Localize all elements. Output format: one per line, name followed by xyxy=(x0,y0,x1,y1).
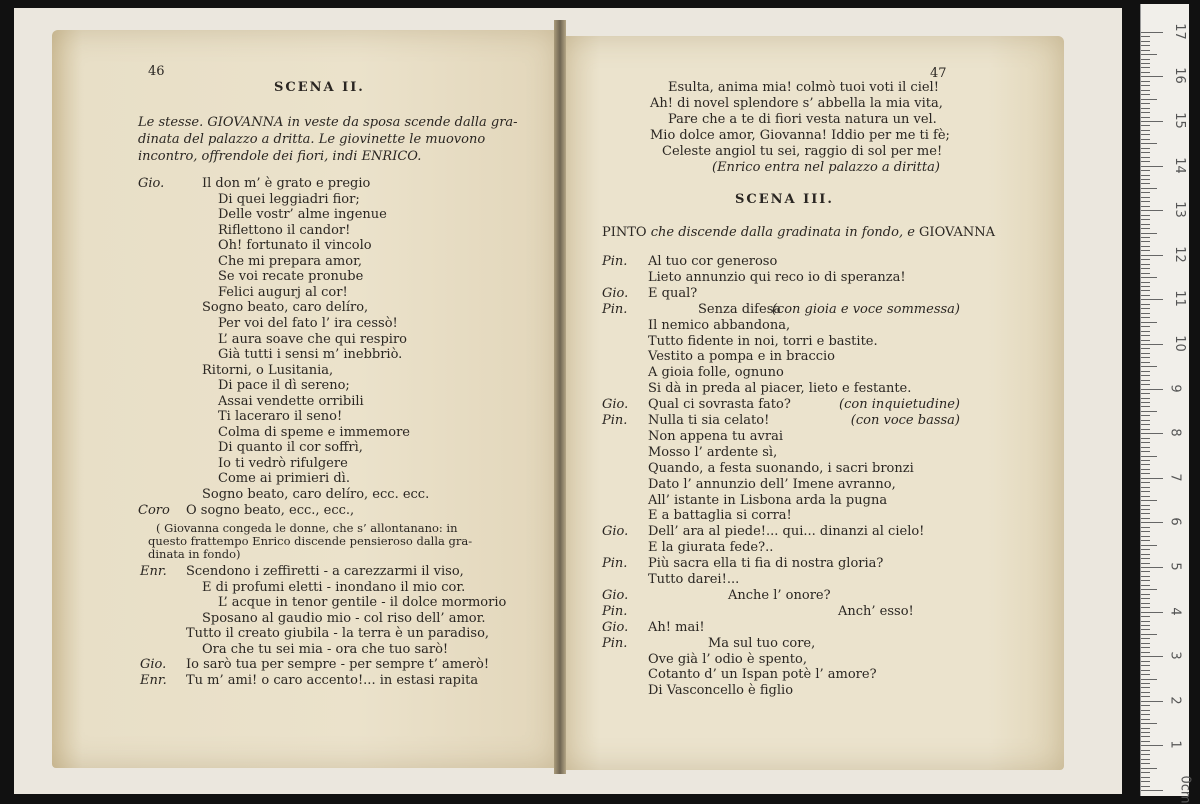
ruler-minor-tick xyxy=(1141,179,1150,180)
stage-direction-part: PINTO xyxy=(602,225,647,240)
ruler-minor-tick xyxy=(1141,629,1150,630)
ruler-minor-tick xyxy=(1141,148,1150,149)
ruler-major-tick xyxy=(1141,478,1163,479)
ruler-minor-tick xyxy=(1141,317,1150,318)
ruler-minor-tick xyxy=(1141,750,1150,751)
ruler-minor-tick xyxy=(1141,545,1157,546)
ruler-minor-tick xyxy=(1141,259,1150,260)
ruler-minor-tick xyxy=(1141,710,1150,711)
ruler-minor-tick xyxy=(1141,594,1150,595)
ruler-major-tick xyxy=(1141,522,1163,523)
ruler-minor-tick xyxy=(1141,366,1157,367)
ruler-number: 8 xyxy=(1167,428,1183,437)
ruler-minor-tick xyxy=(1141,580,1150,581)
verse-line: Mosso l’ ardente sì, xyxy=(648,444,778,460)
ruler-number: 13 xyxy=(1171,201,1187,218)
verse-line: Oh! fortunato il vincolo xyxy=(218,238,372,254)
ruler-minor-tick xyxy=(1141,527,1150,528)
ruler-minor-tick xyxy=(1141,152,1150,153)
verse-line: Tutto darei!... xyxy=(648,572,740,587)
verse-line: Tu m’ ami! o caro accento!... in estasi rapita xyxy=(186,672,479,688)
ruler-number: 10 xyxy=(1171,335,1187,352)
stage-note: (con gioia e voce sommessa) xyxy=(771,301,960,317)
ruler-minor-tick xyxy=(1141,250,1150,251)
ruler-major-tick xyxy=(1141,344,1163,345)
ruler-minor-tick xyxy=(1141,496,1150,497)
ruler-minor-tick xyxy=(1141,679,1157,680)
verse-line: Assai vendette orribili xyxy=(218,393,364,409)
speaker-label: Pin. xyxy=(602,556,628,572)
verse-line: Dato l’ annunzio dell’ Imene avranno, xyxy=(648,476,896,492)
stage-direction-part: che discende dalla gradinata in fondo, e xyxy=(650,225,915,240)
ruler-minor-tick xyxy=(1141,723,1157,724)
ruler-minor-tick xyxy=(1141,616,1150,617)
ruler-minor-tick xyxy=(1141,357,1150,358)
scene-heading: SCENA II. xyxy=(274,80,365,95)
verse-line: Che mi prepara amor, xyxy=(218,253,362,269)
ruler-minor-tick xyxy=(1141,264,1150,265)
speaker-label: Gio. xyxy=(602,285,629,301)
ruler-minor-tick xyxy=(1141,786,1150,787)
ruler-minor-tick xyxy=(1141,625,1150,626)
verse-line: Delle vostr’ alme ingenue xyxy=(218,207,387,223)
ruler-minor-tick xyxy=(1141,638,1150,639)
verse-line: Lieto annunzio qui reco io di speranza! xyxy=(648,269,906,285)
verse-line: Sposano al gaudio mio - col riso dell’ amor. xyxy=(202,610,486,626)
ruler-minor-tick xyxy=(1141,696,1150,697)
ruler-minor-tick xyxy=(1141,571,1150,572)
verse-line: Celeste angiol tu sei, raggio di sol per me! xyxy=(662,144,943,159)
ruler-minor-tick xyxy=(1141,509,1150,510)
ruler-minor-tick xyxy=(1141,340,1150,341)
ruler-minor-tick xyxy=(1141,139,1150,140)
ruler-minor-tick xyxy=(1141,380,1150,381)
stage-direction-line: dinata del palazzo a dritta. Le giovinette le muovono xyxy=(138,132,486,147)
verse-line: E di profumi eletti - inondano il mio cor. xyxy=(202,579,466,595)
ruler-minor-tick xyxy=(1141,487,1150,488)
verse-line: Per voi del fato l’ ira cessò! xyxy=(218,315,398,331)
book-gutter xyxy=(554,20,566,774)
verse-line: Nulla ti sia celato! xyxy=(648,413,770,428)
ruler-minor-tick xyxy=(1141,456,1157,457)
ruler-number: 15 xyxy=(1171,112,1187,129)
verse-line: Ah! di novel splendore s’ abbella la mia vita, xyxy=(650,96,943,111)
exit-stage-note: (Enrico entra nel palazzo a diritta) xyxy=(712,160,940,175)
ruler-number: 9 xyxy=(1167,383,1183,393)
stage-note-line: ( Giovanna congeda le donne, che s’ allontanano: in xyxy=(156,521,458,536)
ruler-major-tick xyxy=(1141,32,1163,33)
verse-line: Tutto fidente in noi, torri e bastite. xyxy=(648,333,878,349)
ruler-minor-tick xyxy=(1141,50,1150,51)
ruler-number: 16 xyxy=(1171,67,1187,85)
verse-line: Ora che tu sei mia - ora che tuo sarò! xyxy=(202,641,449,657)
ruler-minor-tick xyxy=(1141,295,1150,296)
ruler-minor-tick xyxy=(1141,304,1150,305)
verse-line: A gioia folle, ognuno xyxy=(648,365,784,381)
ruler-minor-tick xyxy=(1141,759,1150,760)
ruler-minor-tick xyxy=(1141,500,1157,501)
left-page xyxy=(52,30,558,768)
stage-note-line: questo frattempo Enrico discende pensieroso dalla gra- xyxy=(148,534,473,549)
ruler-minor-tick xyxy=(1141,415,1150,416)
page-number: 46 xyxy=(148,64,165,79)
ruler-minor-tick xyxy=(1141,143,1157,144)
ruler-number: 17 xyxy=(1171,23,1187,40)
ruler-minor-tick xyxy=(1141,768,1157,769)
ruler-minor-tick xyxy=(1141,411,1157,412)
ruler-minor-tick xyxy=(1141,424,1150,425)
ruler-minor-tick xyxy=(1141,112,1150,113)
ruler-major-tick xyxy=(1141,567,1163,568)
ruler-minor-tick xyxy=(1141,652,1150,653)
ruler-minor-tick xyxy=(1141,41,1150,42)
ruler-minor-tick xyxy=(1141,505,1150,506)
stage-note-line: dinata in fondo) xyxy=(148,547,241,562)
speaker-label: Pin. xyxy=(602,635,628,651)
ruler-minor-tick xyxy=(1141,406,1150,407)
right-page xyxy=(560,36,1064,770)
ruler-minor-tick xyxy=(1141,192,1150,193)
verse-line: Dell’ ara al piede!... qui... dinanzi al cielo! xyxy=(648,524,925,540)
verse-line: Sogno beato, caro delíro, xyxy=(202,300,369,316)
verse-line: Non appena tu avrai xyxy=(648,428,783,444)
verse-line: O sogno beato, ecc., ecc., xyxy=(186,502,355,518)
verse-line: Pare che a te di fiori vesta natura un vel. xyxy=(668,112,937,127)
ruler-minor-tick xyxy=(1141,741,1150,742)
ruler-minor-tick xyxy=(1141,233,1157,234)
ruler-minor-tick xyxy=(1141,59,1150,60)
speaker-label: Gio. xyxy=(602,619,629,635)
speaker-label: Enr. xyxy=(140,564,167,580)
ruler-minor-tick xyxy=(1141,607,1150,608)
ruler-minor-tick xyxy=(1141,67,1150,68)
ruler-minor-tick xyxy=(1141,170,1150,171)
ruler-major-tick xyxy=(1141,790,1163,791)
ruler-number: 14 xyxy=(1171,156,1187,174)
ruler-minor-tick xyxy=(1141,665,1150,666)
ruler-minor-tick xyxy=(1141,45,1150,46)
ruler-minor-tick xyxy=(1141,282,1150,283)
ruler-minor-tick xyxy=(1141,536,1150,537)
ruler-minor-tick xyxy=(1141,549,1150,550)
ruler-number: 4 xyxy=(1167,606,1183,616)
ruler-major-tick xyxy=(1141,210,1163,211)
ruler-minor-tick xyxy=(1141,94,1150,95)
ruler-minor-tick xyxy=(1141,736,1150,737)
ruler-minor-tick xyxy=(1141,598,1150,599)
ruler-minor-tick xyxy=(1141,772,1150,773)
ruler-minor-tick xyxy=(1141,603,1150,604)
verse-line: Quando, a festa suonando, i sacri bronzi xyxy=(648,460,914,476)
ruler-number: 7 xyxy=(1167,473,1183,482)
verse-line: Qual ci sovrasta fato? xyxy=(648,397,791,413)
stage-direction-line: incontro, offrendole dei fiori, indi ENRICO. xyxy=(138,149,422,164)
verse-line: L’ acque in tenor gentile - il dolce mormorio xyxy=(218,595,507,611)
ruler-minor-tick xyxy=(1141,286,1150,287)
ruler-minor-tick xyxy=(1141,108,1150,109)
stage-note: (con inquietudine) xyxy=(839,397,960,413)
ruler-number: 3 xyxy=(1167,651,1183,660)
ruler-minor-tick xyxy=(1141,447,1150,448)
ruler-major-tick xyxy=(1141,656,1163,657)
ruler-minor-tick xyxy=(1141,219,1150,220)
ruler-minor-tick xyxy=(1141,728,1150,729)
ruler-major-tick xyxy=(1141,389,1163,390)
ruler-minor-tick xyxy=(1141,558,1150,559)
ruler-minor-tick xyxy=(1141,647,1150,648)
ruler-minor-tick xyxy=(1141,683,1150,684)
verse-line: Riflettono il candor! xyxy=(218,222,351,238)
ruler-minor-tick xyxy=(1141,362,1150,363)
ruler-minor-tick xyxy=(1141,54,1157,55)
ruler-minor-tick xyxy=(1141,460,1150,461)
ruler-minor-tick xyxy=(1141,438,1150,439)
ruler-minor-tick xyxy=(1141,513,1150,514)
verse-line: Più sacra ella ti fia di nostra gloria? xyxy=(648,556,884,572)
ruler-major-tick xyxy=(1141,433,1163,434)
ruler-major-tick xyxy=(1141,255,1163,256)
ruler-minor-tick xyxy=(1141,554,1150,555)
measurement-ruler xyxy=(1140,4,1193,804)
stage-direction-part: GIOVANNA xyxy=(919,225,996,240)
ruler-minor-tick xyxy=(1141,117,1150,118)
verse-line: E la giurata fede?.. xyxy=(648,540,774,556)
ruler-minor-tick xyxy=(1141,308,1150,309)
ruler-major-tick xyxy=(1141,166,1163,167)
speaker-label: Pin. xyxy=(602,301,628,317)
ruler-minor-tick xyxy=(1141,451,1150,452)
ruler-number: 12 xyxy=(1171,246,1187,263)
ruler-minor-tick xyxy=(1141,99,1157,100)
ruler-minor-tick xyxy=(1141,518,1150,519)
ruler-minor-tick xyxy=(1141,183,1150,184)
ruler-minor-tick xyxy=(1141,540,1150,541)
verse-line: Di pace il dì sereno; xyxy=(218,378,350,394)
ruler-number: 2 xyxy=(1167,696,1183,705)
ruler-minor-tick xyxy=(1141,161,1150,162)
verse-line: Ah! mai! xyxy=(648,619,705,635)
speaker-label: Gio. xyxy=(140,657,167,673)
scene-heading: SCENA III. xyxy=(735,192,834,207)
verse-line: Io sarò tua per sempre - per sempre t’ amerò! xyxy=(186,657,490,673)
verse-line: Di quei leggiadri fior; xyxy=(218,191,360,207)
ruler-major-tick xyxy=(1141,76,1163,77)
ruler-minor-tick xyxy=(1141,224,1150,225)
verse-line: Il nemico abbandona, xyxy=(648,317,791,333)
verse-line: Il don m’ è grato e pregio xyxy=(202,176,371,191)
speaker-label: Gio. xyxy=(138,176,165,191)
ruler-minor-tick xyxy=(1141,634,1157,635)
verse-line: Anch’ esso! xyxy=(838,603,914,619)
verse-line: Vestito a pompa e in braccio xyxy=(648,349,836,365)
ruler-minor-tick xyxy=(1141,763,1150,764)
speaker-label: Pin. xyxy=(602,603,628,619)
ruler-minor-tick xyxy=(1141,228,1150,229)
ruler-number: 0cm xyxy=(1177,775,1193,804)
ruler-minor-tick xyxy=(1141,491,1150,492)
ruler-minor-tick xyxy=(1141,531,1150,532)
verse-line: Al tuo cor generoso xyxy=(648,254,778,269)
ruler-minor-tick xyxy=(1141,326,1150,327)
ruler-minor-tick xyxy=(1141,393,1150,394)
verse-line: Colma di speme e immemore xyxy=(218,424,410,440)
ruler-minor-tick xyxy=(1141,429,1150,430)
ruler-minor-tick xyxy=(1141,237,1150,238)
ruler-minor-tick xyxy=(1141,563,1150,564)
verse-line: E a battaglia si corra! xyxy=(648,508,792,524)
verse-line: Ove già l’ odio è spento, xyxy=(648,651,807,667)
ruler-minor-tick xyxy=(1141,714,1150,715)
ruler-minor-tick xyxy=(1141,85,1150,86)
ruler-minor-tick xyxy=(1141,442,1150,443)
ruler-major-tick xyxy=(1141,745,1163,746)
ruler-minor-tick xyxy=(1141,402,1150,403)
verse-line: Esulta, anima mia! colmò tuoi voti il ciel! xyxy=(668,80,939,95)
verse-line: Come ai primieri dì. xyxy=(218,471,350,487)
ruler-minor-tick xyxy=(1141,705,1150,706)
ruler-minor-tick xyxy=(1141,375,1150,376)
ruler-major-tick xyxy=(1141,121,1163,122)
ruler-minor-tick xyxy=(1141,81,1150,82)
verse-line: Scendono i zeffiretti - a carezzarmi il viso, xyxy=(186,564,464,580)
ruler-number: 1 xyxy=(1167,740,1183,750)
ruler-minor-tick xyxy=(1141,175,1150,176)
ruler-minor-tick xyxy=(1141,125,1150,126)
ruler-minor-tick xyxy=(1141,661,1150,662)
ruler-minor-tick xyxy=(1141,215,1150,216)
ruler-minor-tick xyxy=(1141,246,1150,247)
verse-line: E qual? xyxy=(648,285,698,301)
ruler-minor-tick xyxy=(1141,585,1150,586)
ruler-minor-tick xyxy=(1141,398,1150,399)
verse-line: Si dà in preda al piacer, lieto e festante. xyxy=(648,381,912,397)
verse-line: Già tutti i sensi m’ inebbriò. xyxy=(218,347,403,363)
verse-line: Se voi recate pronube xyxy=(218,269,364,285)
verse-line: Senza difesa xyxy=(698,301,782,317)
ruler-minor-tick xyxy=(1141,268,1150,269)
speaker-label: Gio. xyxy=(602,524,629,540)
ruler-minor-tick xyxy=(1141,130,1150,131)
ruler-minor-tick xyxy=(1141,670,1150,671)
ruler-minor-tick xyxy=(1141,188,1157,189)
ruler-minor-tick xyxy=(1141,201,1150,202)
speaker-label: Pin. xyxy=(602,413,628,428)
speaker-label: Pin. xyxy=(602,254,628,269)
stage-note: (con voce bassa) xyxy=(850,413,960,428)
ruler-minor-tick xyxy=(1141,482,1150,483)
verse-line: Ritorni, o Lusitania, xyxy=(202,362,334,378)
ruler-minor-tick xyxy=(1141,719,1150,720)
ruler-number: 5 xyxy=(1167,562,1183,571)
ruler-major-tick xyxy=(1141,299,1163,300)
verse-line: Di Vasconcello è figlio xyxy=(648,683,794,699)
ruler-minor-tick xyxy=(1141,473,1150,474)
verse-line: All’ istante in Lisbona arda la pugna xyxy=(648,492,888,508)
stage-direction-line: Le stesse. GIOVANNA in veste da sposa scende dalla gra- xyxy=(138,115,518,130)
ruler-minor-tick xyxy=(1141,206,1150,207)
ruler-minor-tick xyxy=(1141,277,1157,278)
ruler-minor-tick xyxy=(1141,576,1150,577)
ruler-number: 6 xyxy=(1167,517,1183,527)
ruler-minor-tick xyxy=(1141,469,1150,470)
ruler-minor-tick xyxy=(1141,371,1150,372)
verse-line: Sogno beato, caro delíro, ecc. ecc. xyxy=(202,487,430,502)
ruler-minor-tick xyxy=(1141,754,1150,755)
ruler-minor-tick xyxy=(1141,777,1150,778)
stage-direction xyxy=(602,225,995,240)
speaker-label: Gio. xyxy=(602,397,629,413)
page-number: 47 xyxy=(930,66,947,81)
ruler-minor-tick xyxy=(1141,643,1150,644)
ruler-minor-tick xyxy=(1141,322,1157,323)
ruler-minor-tick xyxy=(1141,63,1150,64)
verse-line: Felici augurj al cor! xyxy=(218,284,348,300)
ruler-minor-tick xyxy=(1141,335,1150,336)
verse-line: Anche l’ onore? xyxy=(728,587,831,603)
verse-line: Cotanto d’ un Ispan potè l’ amore? xyxy=(648,667,877,683)
ruler-minor-tick xyxy=(1141,36,1150,37)
verse-line: Io ti vedrò rifulgere xyxy=(218,455,348,471)
ruler-minor-tick xyxy=(1141,732,1150,733)
ruler-minor-tick xyxy=(1141,157,1150,158)
speaker-label: Enr. xyxy=(140,672,167,688)
ruler-minor-tick xyxy=(1141,348,1150,349)
ruler-minor-tick xyxy=(1141,420,1150,421)
ruler-minor-tick xyxy=(1141,674,1150,675)
ruler-minor-tick xyxy=(1141,313,1150,314)
ruler-minor-tick xyxy=(1141,273,1150,274)
verse-line: Di quanto il cor soffrì, xyxy=(218,440,363,456)
ruler-minor-tick xyxy=(1141,781,1150,782)
verse-line: Mio dolce amor, Giovanna! Iddio per me ti fè; xyxy=(650,128,950,143)
ruler-minor-tick xyxy=(1141,687,1150,688)
ruler-number: 11 xyxy=(1171,290,1187,308)
ruler-major-tick xyxy=(1141,612,1163,613)
ruler-minor-tick xyxy=(1141,90,1150,91)
ruler-minor-tick xyxy=(1141,241,1150,242)
ruler-minor-tick xyxy=(1141,384,1150,385)
verse-line: Ma sul tuo core, xyxy=(708,635,816,651)
ruler-minor-tick xyxy=(1141,290,1150,291)
ruler-minor-tick xyxy=(1141,589,1157,590)
ruler-minor-tick xyxy=(1141,331,1150,332)
ruler-minor-tick xyxy=(1141,464,1150,465)
ruler-major-tick xyxy=(1141,701,1163,702)
speaker-label: Gio. xyxy=(602,587,629,603)
ruler-minor-tick xyxy=(1141,353,1150,354)
ruler-minor-tick xyxy=(1141,621,1150,622)
ruler-minor-tick xyxy=(1141,103,1150,104)
verse-line: Ti laceraro il seno! xyxy=(218,409,343,425)
ruler-minor-tick xyxy=(1141,72,1150,73)
ruler-minor-tick xyxy=(1141,134,1150,135)
verse-line: L’ aura soave che qui respiro xyxy=(218,331,407,347)
ruler-minor-tick xyxy=(1141,692,1150,693)
verse-line: Tutto il creato giubila - la terra è un paradiso, xyxy=(186,626,490,642)
ruler-minor-tick xyxy=(1141,197,1150,198)
speaker-label: Coro xyxy=(138,502,170,518)
